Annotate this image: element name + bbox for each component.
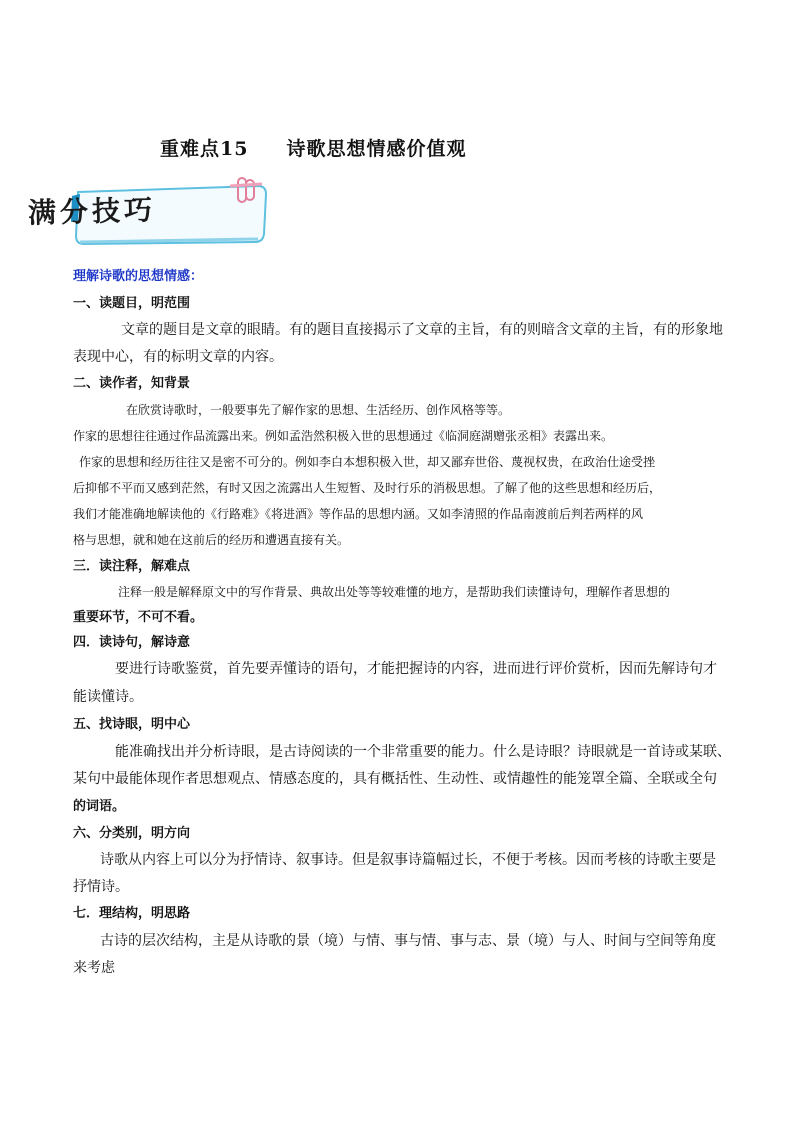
section-2-para-4: 后抑郁不平而又感到茫然，有时又因之流露出人生短暂、及时行乐的消极思想。了解了他的这些思想和经历后，	[73, 481, 662, 495]
section-7-heading: 七．理结构，明思路	[73, 906, 191, 921]
section-6-heading: 六、分类别，明方向	[73, 826, 191, 841]
section-4-heading: 四．读诗句，解诗意	[73, 635, 191, 650]
section-4-para-2: 能读懂诗。	[73, 689, 143, 705]
page-title	[160, 134, 466, 161]
section-3-para-2: 重要环节，不可不看。	[73, 610, 204, 625]
section-3-heading: 三．读注释，解难点	[73, 559, 191, 574]
section-5-heading: 五、找诗眼，明中心	[73, 717, 191, 732]
section-2-para-1: 在欣赏诗歌时，一般要事先了解作家的思想、生活经历、创作风格等等。	[126, 403, 511, 417]
section-5-para-2: 某句中最能体现作者思想观点、情感态度的，具有概括性、生动性、或情趣性的能笼罩全篇、全联或全句	[73, 771, 717, 787]
section-7-para-2: 来考虑	[73, 960, 115, 976]
section-3-para-1: 注释一般是解释原文中的写作背景、典故出处等等较难懂的地方，是帮助我们读懂诗句，理解作者思想的	[118, 585, 671, 599]
title-number: 重难点15	[160, 138, 249, 160]
section-6-para-2: 抒情诗。	[73, 879, 129, 895]
section-5-para-3: 的词语。	[73, 799, 126, 814]
section-1-para-1: 文章的题目是文章的眼睛。有的题目直接揭示了文章的主旨，有的则暗含文章的主旨，有的形象地	[121, 322, 723, 338]
section-2-para-5: 我们才能准确地解读他的《行路难》《将进酒》等作品的思想内涵。又如李清照的作品南渡前后判若两样的风	[73, 507, 644, 521]
section-2-para-2: 作家的思想往往通过作品流露出来。例如孟浩然积极入世的思想通过《临洞庭湖赠张丞相》表露出来。	[73, 429, 614, 443]
badge-label: 满分技巧	[27, 193, 157, 230]
section-6-para-1: 诗歌从内容上可以分为抒情诗、叙事诗。但是叙事诗篇幅过长，不便于考核。因而考核的诗歌主要是	[100, 852, 716, 868]
intro-heading: 理解诗歌的思想情感：	[73, 269, 204, 284]
section-2-heading: 二、读作者，知背景	[73, 376, 191, 391]
section-1-para-2: 表现中心，有的标明文章的内容。	[73, 349, 283, 365]
section-5-para-1: 能准确找出并分析诗眼，是古诗阅读的一个非常重要的能力。什么是诗眼？诗眼就是一首诗或某联、	[115, 744, 731, 760]
title-text: 诗歌思想情感价值观	[286, 138, 467, 160]
section-4-para-1: 要进行诗歌鉴赏，首先要弄懂诗的语句，才能把握诗的内容，进而进行评价赏析，因而先解诗句才	[115, 661, 717, 677]
section-2-para-6: 格与思想，就和她在这前后的经历和遭遇直接有关。	[73, 533, 350, 547]
section-2-para-3: 作家的思想和经历往往又是密不可分的。例如李白本想积极入世，却又鄙弃世俗、蔑视权贵，在政治仕途受挫	[79, 455, 656, 469]
section-1-heading: 一、读题目，明范围	[73, 296, 191, 311]
section-7-para-1: 古诗的层次结构，主是从诗歌的景（境）与情、事与情、事与志、景（境）与人、时间与空间等角度	[100, 933, 716, 949]
